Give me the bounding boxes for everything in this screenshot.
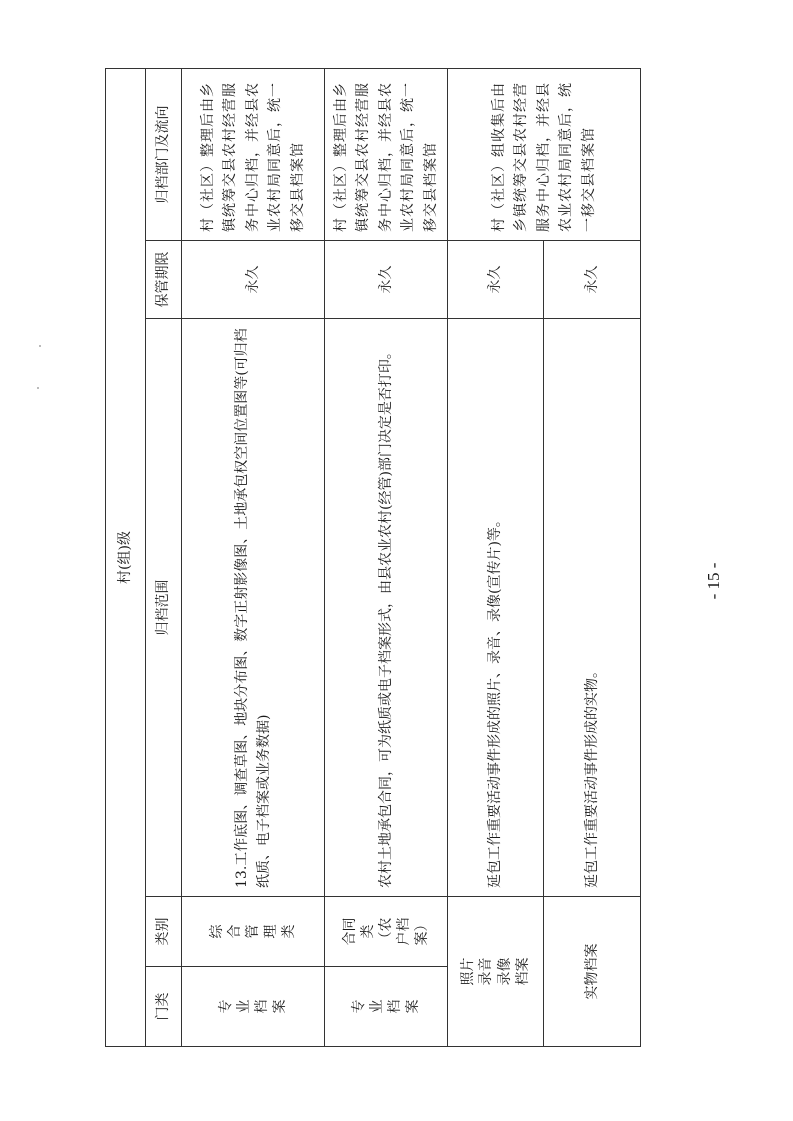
header-type: 类别 bbox=[146, 897, 182, 967]
row-type-cell bbox=[182, 897, 325, 967]
row-destination: 村（社区）整理后由乡镇统筹交县农村经营服务中心归档，并经县农业农村局同意后，统一移交县档案馆 bbox=[325, 68, 448, 240]
rotated-document-table bbox=[105, 69, 640, 1047]
page-number: - 15 - bbox=[704, 562, 723, 600]
row-category: 实物档案 bbox=[583, 943, 600, 1000]
table-row bbox=[448, 68, 544, 1046]
row-scope: 农村土地承包合同，可为纸质或电子档案形式，由县农业农村(经管)部门决定是否打印。 bbox=[325, 319, 448, 897]
scan-speck bbox=[39, 345, 41, 347]
table-row bbox=[325, 68, 448, 1046]
row-type-cell bbox=[325, 897, 448, 967]
header-retention: 保管期限 bbox=[146, 241, 182, 319]
table-title: 村(组)级 bbox=[106, 68, 146, 1046]
row-scope: 延包工作重要活动事件形成的照片、录音、录像(宣传片)等。 bbox=[448, 319, 544, 897]
row-destination: 村（社区）整理后由乡镇统筹交县农村经营服务中心归档，并经县农业农村局同意后，统一移交县档案馆 bbox=[182, 68, 325, 240]
row-retention: 永久 bbox=[544, 241, 641, 319]
row-retention: 永久 bbox=[448, 241, 544, 319]
row-category-cell bbox=[182, 967, 325, 1047]
row-retention: 永久 bbox=[182, 241, 325, 319]
header-scope: 归档范围 bbox=[146, 319, 182, 897]
row-scope: 延包工作重要活动事件形成的实物。 bbox=[544, 319, 641, 897]
row-retention: 永久 bbox=[325, 241, 448, 319]
scan-speck bbox=[37, 387, 39, 389]
row-category: 专业档案 bbox=[217, 999, 289, 1014]
row-scope: 13.工作底图、调查草图、地块分布图、数字正射影像图、土地承包权空间位置图等(可归档纸质、电子档案或业务数据) bbox=[182, 319, 325, 897]
table-row bbox=[182, 68, 325, 1046]
row-category-merged bbox=[448, 897, 544, 1047]
header-destination: 归档部门及流向 bbox=[146, 68, 182, 240]
row-category: 照片录音录像档案 bbox=[460, 957, 531, 986]
archive-scope-table bbox=[105, 68, 641, 1047]
row-category-cell bbox=[325, 967, 448, 1047]
row-category-merged bbox=[544, 897, 641, 1047]
row-type: 合同类（农户档案） bbox=[341, 917, 431, 946]
header-category: 门类 bbox=[146, 967, 182, 1047]
row-category: 专业档案 bbox=[350, 999, 422, 1014]
row-type: 综合管理类 bbox=[208, 924, 298, 939]
row-destination: 村（社区）组收集后由乡镇统筹交县农村经营服务中心归档，并经县农业农村局同意后，统一移交县档案馆 bbox=[448, 68, 641, 240]
